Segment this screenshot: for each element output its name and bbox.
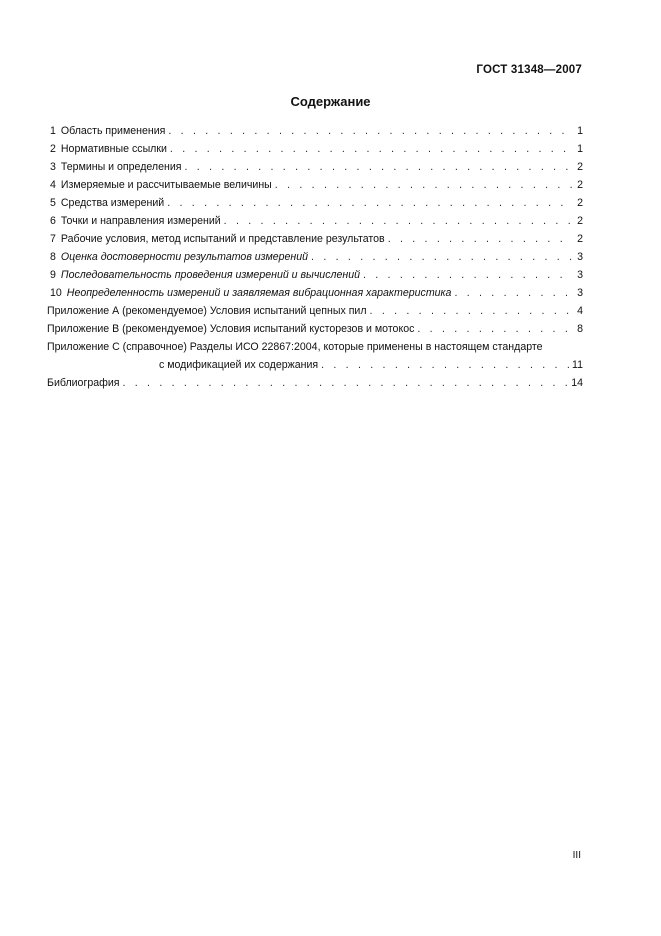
toc-entry-10[interactable] xyxy=(47,284,583,302)
toc-entry-bibliography[interactable] xyxy=(47,374,583,392)
dot-leader xyxy=(388,230,572,248)
toc-entry-page: 2 xyxy=(577,197,583,209)
toc-entry-8[interactable] xyxy=(47,248,583,266)
toc-entry-title: Область применения xyxy=(60,125,166,137)
toc-entry-page: 3 xyxy=(577,251,583,263)
toc-entry-page: 3 xyxy=(577,269,583,281)
toc-entry-number: 4 xyxy=(50,179,56,191)
toc-entry-title: Приложение В (рекомендуемое) Условия испытаний кусторезов и мотокос xyxy=(47,323,415,335)
toc-entry-appendix-b[interactable] xyxy=(47,320,583,338)
toc-entry-title-continued: с модификацией их содержания xyxy=(159,359,319,371)
toc-entry-appendix-c-continued[interactable] xyxy=(47,356,583,374)
toc-entry-title: Приложение С (справочное) Разделы ИСО 22867:2004, которые применены в настоящем стандарте xyxy=(47,341,543,353)
toc-entry-number: 3 xyxy=(50,161,56,173)
table-of-contents xyxy=(47,122,583,392)
toc-entry-number: 1 xyxy=(50,125,56,137)
dot-leader xyxy=(363,266,572,284)
toc-entry-4[interactable] xyxy=(47,176,583,194)
toc-entry-number: 5 xyxy=(50,197,56,209)
dot-leader xyxy=(454,284,572,302)
toc-entry-page: 2 xyxy=(577,233,583,245)
dot-leader xyxy=(168,122,572,140)
toc-entry-number: 9 xyxy=(50,269,56,281)
toc-entry-title: Библиография xyxy=(47,377,120,389)
toc-entry-page: 8 xyxy=(577,323,583,335)
toc-entry-title: Приложение А (рекомендуемое) Условия испытаний цепных пил xyxy=(47,305,367,317)
page-number: III xyxy=(572,850,581,861)
toc-entry-number: 2 xyxy=(50,143,56,155)
toc-entry-5[interactable] xyxy=(47,194,583,212)
toc-entry-page: 11 xyxy=(572,359,583,371)
toc-entry-page: 2 xyxy=(577,179,583,191)
dot-leader xyxy=(275,176,572,194)
toc-entry-3[interactable] xyxy=(47,158,583,176)
toc-entry-page: 3 xyxy=(577,287,583,299)
toc-entry-title: Последовательность проведения измерений и вычислений xyxy=(60,269,360,281)
toc-entry-title: Точки и направления измерений xyxy=(60,215,221,227)
toc-entry-appendix-c[interactable] xyxy=(47,338,583,356)
toc-entry-page: 2 xyxy=(577,215,583,227)
toc-entry-title: Термины и определения xyxy=(60,161,182,173)
toc-entry-page: 4 xyxy=(577,305,583,317)
toc-entry-number: 8 xyxy=(50,251,56,263)
dot-leader xyxy=(170,140,572,158)
dot-leader xyxy=(224,212,572,230)
dot-leader xyxy=(311,248,572,266)
toc-entry-page: 1 xyxy=(577,143,583,155)
toc-entry-title: Оценка достоверности результатов измерений xyxy=(60,251,309,263)
toc-entry-title: Средства измерений xyxy=(60,197,165,209)
dot-leader xyxy=(370,302,572,320)
toc-entry-6[interactable] xyxy=(47,212,583,230)
toc-entry-title: Нормативные ссылки xyxy=(60,143,167,155)
dot-leader xyxy=(417,320,572,338)
toc-title: Содержание xyxy=(290,94,371,109)
dot-leader xyxy=(167,194,572,212)
toc-entry-page: 1 xyxy=(577,125,583,137)
toc-entry-number: 7 xyxy=(50,233,56,245)
toc-entry-page: 2 xyxy=(577,161,583,173)
toc-entry-page: 14 xyxy=(571,377,583,389)
document-code: ГОСТ 31348—2007 xyxy=(476,64,582,76)
toc-entry-number: 10 xyxy=(50,287,62,299)
dot-leader xyxy=(185,158,572,176)
toc-entry-title: Измеряемые и рассчитываемые величины xyxy=(60,179,272,191)
toc-entry-appendix-a[interactable] xyxy=(47,302,583,320)
toc-entry-7[interactable] xyxy=(47,230,583,248)
toc-entry-1[interactable] xyxy=(47,122,583,140)
toc-entry-number: 6 xyxy=(50,215,56,227)
toc-entry-2[interactable] xyxy=(47,140,583,158)
toc-entry-9[interactable] xyxy=(47,266,583,284)
toc-entry-title: Рабочие условия, метод испытаний и представление результатов xyxy=(60,233,385,245)
dot-leader xyxy=(321,356,569,374)
dot-leader xyxy=(122,374,568,392)
toc-entry-title: Неопределенность измерений и заявляемая вибрационная характеристика xyxy=(66,287,452,299)
